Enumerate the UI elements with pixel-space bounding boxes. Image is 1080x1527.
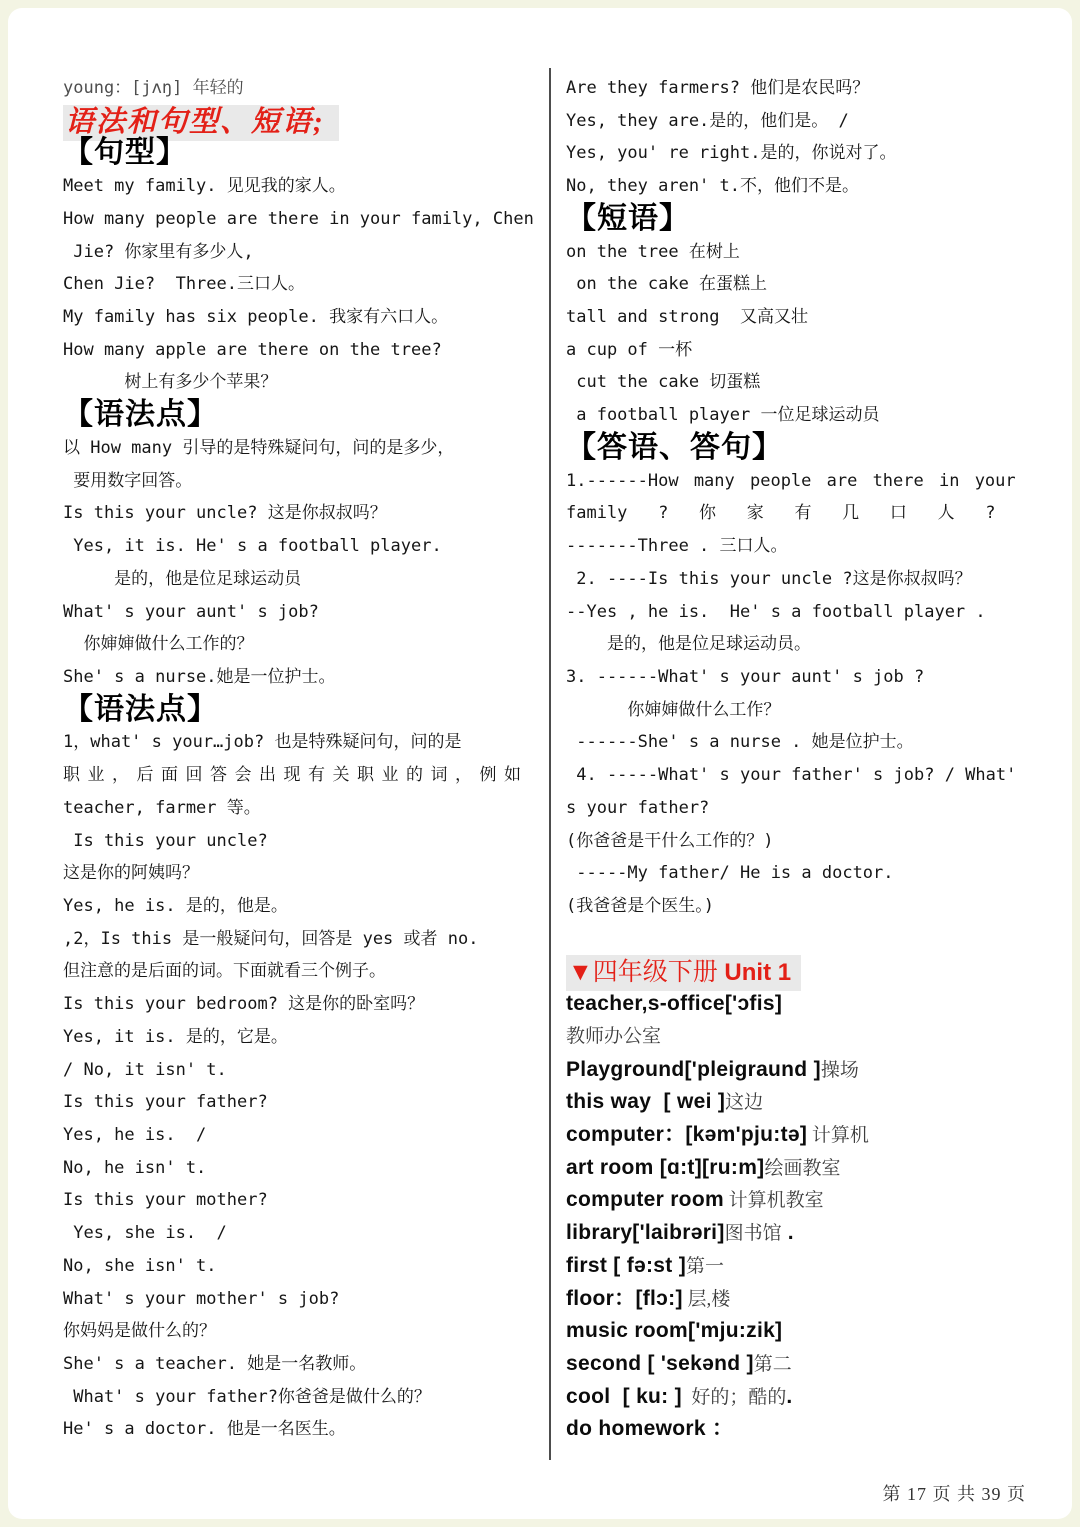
text-line: Is this your father? <box>63 1092 268 1113</box>
vocab-line: art room [ɑ:t][ru:m]绘画教室 <box>566 1155 841 1179</box>
text-line: 1.------How many people are there in your <box>566 470 1016 491</box>
text-line: 要用数字回答。 <box>63 470 193 491</box>
text-line: How many people are there in your family, Chen <box>63 208 534 229</box>
text-line: Chen Jie? Three.三口人。 <box>63 274 305 295</box>
vocab-line: floor：[flɔ:] 层,楼 <box>566 1286 731 1310</box>
vocab-line: do homework ： <box>566 1417 734 1441</box>
vocab-line: music room['mju:zik] <box>566 1319 783 1343</box>
text-line: 你妈妈是做什么的？ <box>63 1321 216 1342</box>
grammar-title-highlight: 语法和句型、短语; <box>63 105 339 141</box>
column-divider <box>549 68 551 1460</box>
text-line: --Yes , he is. He' s a football player . <box>566 601 986 622</box>
vocab-line: computer：[kəm'pju:tə] 计算机 <box>566 1123 869 1146</box>
text-line: No, they aren' t.不，他们不是。 <box>566 176 859 197</box>
text-line: Yes, you' re right.是的，你说对了。 <box>566 143 897 164</box>
text-line: on the tree 在树上 <box>566 241 740 262</box>
text-line: She' s a nurse.她是一位护士。 <box>63 666 336 687</box>
text-line: How many apple are there on the tree? <box>63 339 442 360</box>
text-line: cut the cake 切蛋糕 <box>566 372 761 393</box>
document-page <box>8 8 1072 1519</box>
text-line: 这是你的阿姨吗？ <box>63 863 199 884</box>
left-column <box>63 72 535 1446</box>
text-line: (我爸爸是个医生。) <box>566 895 714 916</box>
empty-line <box>566 923 1046 956</box>
page-number: 第 17 页 共 39 页 <box>882 1484 1026 1504</box>
text-line: 你婶婶做什么工作的？ <box>63 634 254 655</box>
text-line: Is this your bedroom? 这是你的卧室吗？ <box>63 994 425 1015</box>
text-line: Meet my family. 见见我的家人。 <box>63 176 346 197</box>
text-line: family ? 你 家 有 几 口 人 ? <box>566 503 996 524</box>
section-header: 【语法点】 <box>63 692 218 726</box>
text-line: (你爸爸是干什么工作的？) <box>566 830 774 851</box>
text-line: Is this your uncle? 这是你叔叔吗？ <box>63 503 387 524</box>
text-line: Jie? 你家里有多少人, <box>63 241 254 262</box>
text-line: Yes, he is. / <box>63 1125 207 1145</box>
text-line: She' s a teacher. 她是一名教师。 <box>63 1354 367 1375</box>
section-header: 【短语】 <box>566 201 690 235</box>
text-line: He' s a doctor. 他是一名医生。 <box>63 1419 346 1440</box>
text-line: a cup of 一杯 <box>566 339 693 360</box>
text-line: -------Three . 三口人。 <box>566 536 788 557</box>
vocab-line: cool [ ku: ] 好的；酷的. <box>566 1384 793 1408</box>
vocab-line: second [ 'sekənd ]第二 <box>566 1352 792 1376</box>
vocab-line: this way [ wei ]这边 <box>566 1090 764 1114</box>
vocab-line: library['laibrəri]图书馆 . <box>566 1221 794 1245</box>
highlighted-title <box>63 105 535 138</box>
right-column <box>566 72 1046 1446</box>
text-line: No, she isn' t. <box>63 1255 217 1276</box>
text-line: a football player 一位足球运动员 <box>566 405 880 426</box>
text-line: on the cake 在蛋糕上 <box>566 274 768 295</box>
text-line: Yes, he is. 是的，他是。 <box>63 895 288 916</box>
text-line: What' s your mother' s job? <box>63 1288 340 1309</box>
text-line: My family has six people. 我家有六口人。 <box>63 307 449 328</box>
section-header: 【句型】 <box>63 136 187 170</box>
text-line: 以 How many 引导的是特殊疑问句，问的是多少， <box>63 437 455 458</box>
text-line: 4. -----What' s your father' s job? / What' <box>566 765 1017 786</box>
text-line: 你婶婶做什么工作？ <box>566 699 781 720</box>
section-header: 【语法点】 <box>63 398 218 432</box>
text-line: teacher, farmer 等。 <box>63 797 261 818</box>
text-line: 是的，他是位足球运动员。 <box>566 634 811 655</box>
text-line: What' s your father?你爸爸是做什么的？ <box>63 1386 431 1407</box>
text-line: Yes, it is. 是的，它是。 <box>63 1026 288 1047</box>
text-line: ,2，Is this 是一般疑问句，回答是 yes 或者 no. <box>63 928 479 949</box>
text-line: ------She' s a nurse . 她是位护士。 <box>566 732 914 753</box>
text-line: s your father? <box>566 797 710 818</box>
text-line: -----My father/ He is a doctor. <box>566 863 894 884</box>
text-line: Yes, they are.是的，他们是。 / <box>566 110 849 131</box>
text-line: 3. ------What' s your aunt' s job ? <box>566 666 925 687</box>
text-line: Is this your mother? <box>63 1190 268 1211</box>
text-line: tall and strong 又高又壮 <box>566 307 808 328</box>
text-line: 是的，他是位足球运动员 <box>63 568 302 589</box>
vocab-line: 教师办公室 <box>566 1025 662 1047</box>
text-line: 2. ----Is this your uncle ?这是你叔叔吗？ <box>566 568 972 589</box>
vocab-line: first [ fə:st ]第一 <box>566 1253 725 1277</box>
text-line: 但注意的是后面的词。下面就看三个例子。 <box>63 961 386 982</box>
text-line: What' s your aunt' s job? <box>63 601 319 622</box>
text-line: No, he isn' t. <box>63 1157 207 1178</box>
text-line: 树上有多少个苹果？ <box>63 372 278 393</box>
vocab-line: teacher,s-office['ɔfis] <box>566 992 783 1016</box>
text-line: / No, it isn' t. <box>63 1059 227 1080</box>
unit-section-title <box>566 955 1046 988</box>
text-line: 职业，后面回答会出现有关职业的词，例如 <box>63 765 529 786</box>
text-line: Are they farmers? 他们是农民吗？ <box>566 78 870 98</box>
text-line: 1，what' s your…job? 也是特殊疑问句，问的是 <box>63 732 462 753</box>
section-header: 【答语、答句】 <box>566 430 783 464</box>
text-line: Yes, she is. / <box>63 1223 227 1244</box>
vocab-line: computer room 计算机教室 <box>566 1188 824 1212</box>
text-line: young：[jʌŋ] 年轻的 <box>63 78 244 98</box>
text-line: Is this your uncle? <box>63 830 268 851</box>
vocab-line: Playground['pleiɡraund ]操场 <box>566 1057 859 1081</box>
text-line: Yes, it is. He' s a football player. <box>63 536 442 557</box>
unit-title-highlight: ▼四年级下册 Unit 1 <box>566 955 801 991</box>
